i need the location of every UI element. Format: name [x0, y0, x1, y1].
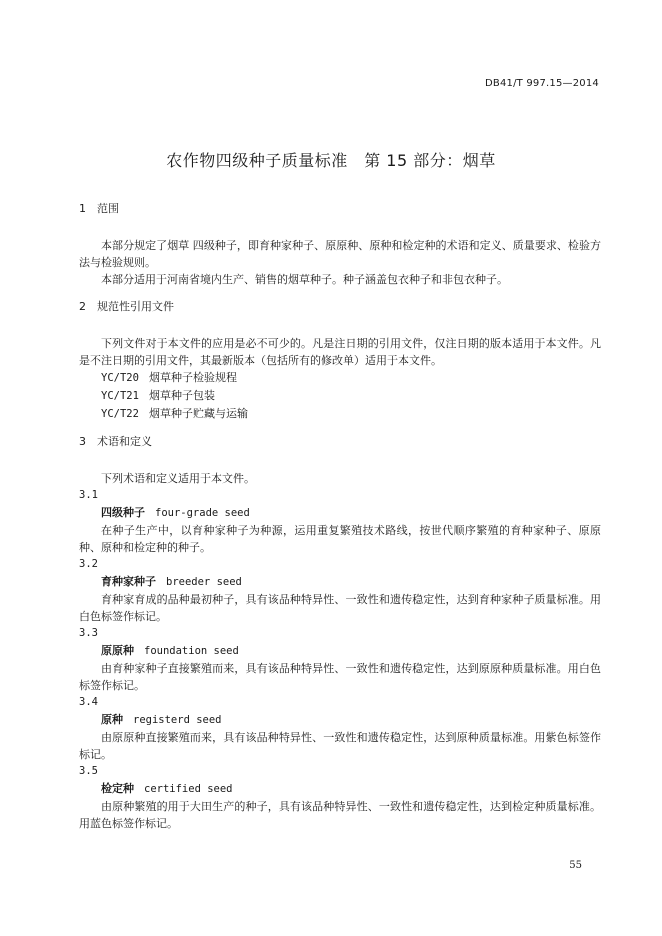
section-heading-terms-definitions — [79, 433, 601, 450]
term-zh: 检定种 — [101, 782, 134, 795]
paragraph: 本部分适用于河南省境内生产、销售的烟草种子。种子涵盖包衣种子和非包衣种子。 — [101, 273, 508, 286]
document-title: 农作物四级种子质量标准 第 15 部分：烟草 — [166, 151, 496, 170]
page-number: 55 — [569, 860, 582, 871]
reference-item — [79, 369, 601, 387]
term-en: registerd seed — [133, 714, 222, 726]
section-number: 2 — [79, 300, 86, 313]
term-definition: 在种子生产中，以育种家种子为种源，运用重复繁殖技术路线，按世代顺序繁殖的育种家种子、原原种、原种和检定种的种子。 — [79, 524, 601, 554]
section-number: 3 — [79, 435, 86, 448]
term-number: 3.3 — [79, 627, 98, 639]
term-number: 3.5 — [79, 765, 98, 777]
term-name — [79, 711, 601, 729]
term-en: breeder seed — [166, 576, 242, 588]
term-zh: 四级种子 — [101, 506, 145, 519]
reference-title: 烟草种子包装 — [149, 389, 215, 402]
section-title: 规范性引用文件 — [97, 300, 174, 313]
document-body — [79, 200, 601, 832]
document-code: DB41/T 997.15—2014 — [485, 78, 599, 89]
paragraph: 下列文件对于本文件的应用是必不可少的。凡是注日期的引用文件，仅注日期的版本适用于本文件。凡是不注日期的引用文件，其最新版本（包括所有的修改单）适用于本文件。 — [79, 337, 601, 367]
term-zh: 原原种 — [101, 644, 134, 657]
section-heading-scope — [79, 200, 601, 217]
section-title: 范围 — [97, 202, 119, 215]
section-title: 术语和定义 — [97, 435, 152, 448]
paragraph: 下列术语和定义适用于本文件。 — [101, 472, 255, 485]
term-name — [79, 504, 601, 522]
term-name — [79, 780, 601, 798]
paragraph: 本部分规定了烟草 四级种子，即育种家种子、原原种、原种和检定种的术语和定义、质量要求、检验方法与检验规则。 — [79, 239, 601, 269]
term-zh: 原种 — [101, 713, 123, 726]
reference-item — [79, 405, 601, 423]
term-definition: 育种家育成的品种最初种子，具有该品种特异性、一致性和遗传稳定性，达到育种家种子质量标准。用白色标签作标记。 — [79, 593, 601, 623]
reference-title: 烟草种子检验规程 — [149, 371, 237, 384]
term-zh: 育种家种子 — [101, 575, 156, 588]
reference-title: 烟草种子贮藏与运输 — [149, 407, 248, 420]
term-en: certified seed — [144, 783, 233, 795]
section-number: 1 — [79, 202, 86, 215]
reference-item — [79, 387, 601, 405]
term-name — [79, 642, 601, 660]
term-name — [79, 573, 601, 591]
term-en: foundation seed — [144, 645, 239, 657]
term-number: 3.1 — [79, 489, 98, 501]
term-en: four-grade seed — [155, 507, 250, 519]
reference-code: YC/T22 — [101, 408, 139, 420]
reference-code: YC/T20 — [101, 372, 139, 384]
term-definition: 由原种繁殖的用于大田生产的种子，具有该品种特异性、一致性和遗传稳定性，达到检定种质量标准。用蓝色标签作标记。 — [79, 800, 601, 830]
term-definition: 由育种家种子直接繁殖而来，具有该品种特异性、一致性和遗传稳定性，达到原原种质量标准。用白色标签作标记。 — [79, 662, 601, 692]
term-number: 3.4 — [79, 696, 98, 708]
term-definition: 由原原种直接繁殖而来，具有该品种特异性、一致性和遗传稳定性，达到原种质量标准。用紫色标签作标记。 — [79, 731, 601, 761]
term-number: 3.2 — [79, 558, 98, 570]
reference-code: YC/T21 — [101, 390, 139, 402]
section-heading-normative-references — [79, 298, 601, 315]
